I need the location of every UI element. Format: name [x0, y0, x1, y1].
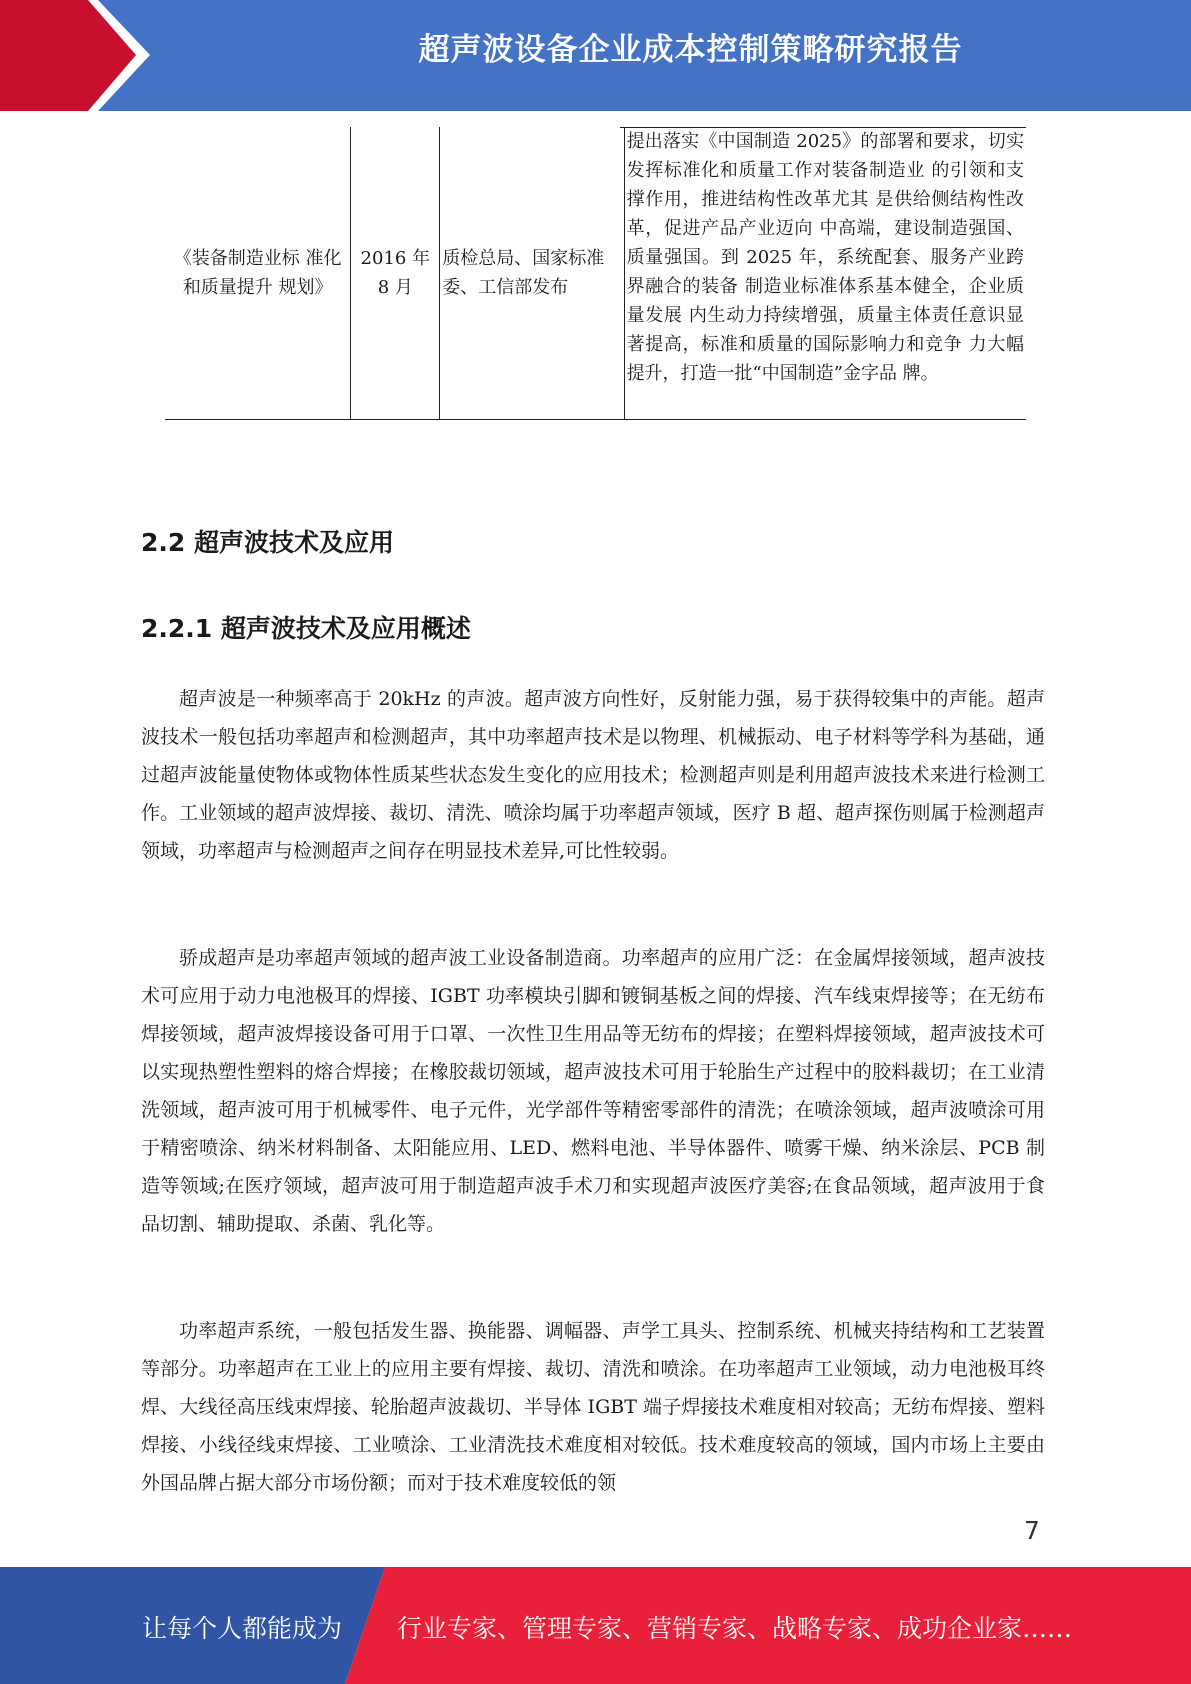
page-footer — [0, 1567, 1191, 1684]
header-title: 超声波设备企业成本控制策略研究报告 — [418, 32, 963, 68]
body-paragraph-1: 超声波是一种频率高于 20kHz 的声波。超声波方向性好，反射能力强，易于获得较集中的声能。超声波技术一般包括功率超声和检测超声，其中功率超声技术是以物理、机械振动、电子材料等学科为基础，通过超声波能量使物体或物体性质某些状态发生变化的应用技术；检测超声则是利用超声波技术来进行检测工作。工业领域的超声波焊接、裁切、清洗、喷涂均属于功率超声领域，医疗 B 超、超声探伤则属于检测超声领域，功率超声与检测超声之间存在明显技术差异,可比性较弱。 — [141, 688, 1045, 862]
footer-slogan-right: 行业专家、管理专家、营销专家、战略专家、成功企业家…… — [397, 1614, 1073, 1643]
footer-slogan-left: 让每个人都能成为 — [142, 1614, 343, 1643]
policy-date-cell — [351, 127, 440, 420]
policy-description: 提出落实《中国制造 2025》的部署和要求，切实发挥标准化和质量工作对装备制造业 的引领和支撑作用，推进结构性改革尤其 是供给侧结构性改革，促进产品产业迈向 中高端，建设制造强国、质量强国。到 2025 年，系统配套、服务产业跨界融合的装备 制造业标准体系基本健全，企业质量发展 内生动力持续增强，质量主体责任意识显 著提高，标准和质量的国际影响力和竞争 力大幅提升，打造一批“中国制造”金字品 牌。 — [626, 131, 1024, 384]
policy-org: 质检总局、国家标准委、工信部发布 — [442, 248, 605, 298]
policy-name-cell — [165, 127, 351, 420]
policy-date-year: 2016 年 — [360, 248, 431, 269]
policy-table — [165, 127, 1026, 420]
page-header — [0, 0, 1191, 111]
policy-description-cell — [624, 127, 1026, 420]
policy-org-cell — [440, 127, 624, 420]
section-heading: 2.2 超声波技术及应用 — [141, 528, 394, 557]
page-number: 7 — [1024, 1516, 1040, 1545]
policy-date-month: 8 月 — [377, 277, 413, 298]
policy-name: 《装备制造业标 准化和质量提升 规划》 — [173, 248, 342, 298]
table-row — [165, 127, 1026, 420]
body-paragraph-2: 骄成超声是功率超声领域的超声波工业设备制造商。功率超声的应用广泛：在金属焊接领域，超声波技术可应用于动力电池极耳的焊接、IGBT 功率模块引脚和镀铜基板之间的焊接、汽车线束焊接等；在无纺布焊接领域，超声波焊接设备可用于口罩、一次性卫生用品等无纺布的焊接；在塑料焊接领域，超声波技术可以实现热塑性塑料的熔合焊接；在橡胶裁切领域，超声波技术可用于轮胎生产过程中的胶料裁切；在工业清洗领域，超声波可用于机械零件、电子元件，光学部件等精密零部件的清洗；在喷涂领域，超声波喷涂可用于精密喷涂、纳米材料制备、太阳能应用、LED、燃料电池、半导体器件、喷雾干燥、纳米涂层、PCB 制造等领域;在医疗领域，超声波可用于制造超声波手术刀和实现超声波医疗美容;在食品领域，超声波用于食品切割、辅助提取、杀菌、乳化等。 — [141, 947, 1045, 1235]
body-paragraph-3: 功率超声系统，一般包括发生器、换能器、调幅器、声学工具头、控制系统、机械夹持结构和工艺装置等部分。功率超声在工业上的应用主要有焊接、裁切、清洗和喷涂。在功率超声工业领域，动力电池极耳终焊、大线径高压线束焊接、轮胎超声波裁切、半导体 IGBT 端子焊接技术难度相对较高；无纺布焊接、塑料焊接、小线径线束焊接、工业喷涂、工业清洗技术难度相对较低。技术难度较高的领域，国内市场上主要由外国品牌占据大部分市场份额；而对于技术难度较低的领 — [141, 1320, 1045, 1494]
subsection-heading: 2.2.1 超声波技术及应用概述 — [141, 614, 471, 643]
